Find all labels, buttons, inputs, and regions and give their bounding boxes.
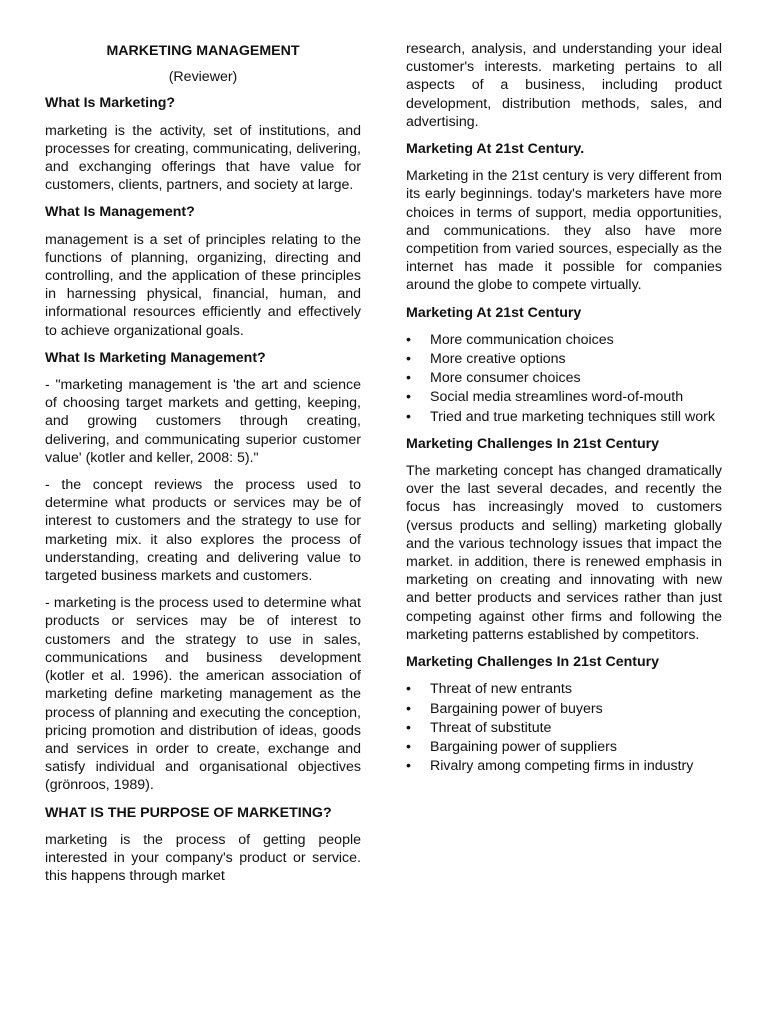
list-item: • More consumer choices — [406, 370, 581, 387]
list-item: • More creative options — [406, 351, 566, 368]
paragraph-purpose-continued: research, analysis, and understanding your ideal customer's interests. marketing pertains to all aspects of a business, including product development, distribution methods, sales, and advertising. — [406, 41, 722, 130]
paragraph-purpose-start: marketing is the process of getting people interested in your company's product or service. this happens through market — [45, 831, 361, 885]
paragraph-process-definition: - marketing is the process used to determine what products or services may be of interest to customers and the strategy to use in sales, communications and business development (kotler et al. 1996). the american association of marketing define marketing management as the process of planning and executing the conception, pricing promotion and distribution of ideas, goods and services in order to create, exchange and satisfy individual and organisational objectives (grönroos, 1989). — [45, 595, 361, 794]
paragraph-marketing-definition: marketing is the activity, set of institutions, and processes for creating, communicating, delivering, and exchanging offerings that have value for customers, clients, partners, and society at large. — [45, 122, 361, 194]
list-item: • Threat of new entrants — [406, 681, 572, 698]
list-item: • Bargaining power of suppliers — [406, 738, 617, 755]
bullet-icon: • — [406, 331, 411, 348]
heading-purpose-of-marketing: WHAT IS THE PURPOSE OF MARKETING? — [45, 804, 332, 821]
bullet-icon: • — [406, 719, 411, 736]
bullet-icon: • — [406, 351, 411, 368]
heading-marketing-21st-century-list: Marketing At 21st Century — [406, 304, 582, 321]
document-title: MARKETING MANAGEMENT — [106, 43, 300, 59]
list-21st-century-features — [406, 331, 722, 426]
heading-marketing-challenges-intro: Marketing Challenges In 21st Century — [406, 435, 660, 452]
list-item: • Threat of substitute — [406, 719, 552, 736]
right-column — [406, 40, 722, 784]
heading-what-is-marketing-management: What Is Marketing Management? — [45, 349, 266, 366]
heading-marketing-21st-century-intro: Marketing At 21st Century. — [406, 141, 585, 158]
document-subtitle: (Reviewer) — [168, 69, 238, 86]
bullet-icon: • — [406, 370, 411, 387]
paragraph-21st-century: Marketing in the 21st century is very different from its early beginnings. today's marketers have more choices in terms of support, media opportunities, and communications. they also have more competition from varied sources, especially as the internet has made it possible for companies around the globe to compete virtually. — [406, 168, 722, 294]
bullet-icon: • — [406, 700, 411, 717]
list-item: • Rivalry among competing firms in industry — [406, 758, 694, 775]
list-marketing-challenges — [406, 680, 722, 775]
bullet-icon: • — [406, 758, 411, 775]
left-column — [45, 40, 361, 894]
bullet-icon: • — [406, 408, 411, 425]
heading-what-is-marketing: What Is Marketing? — [45, 95, 176, 112]
list-item: • Bargaining power of buyers — [406, 700, 603, 717]
bullet-icon: • — [406, 389, 411, 406]
heading-what-is-management: What Is Management? — [45, 204, 195, 221]
list-item: • More communication choices — [406, 331, 614, 348]
bullet-icon: • — [406, 738, 411, 755]
paragraph-management-definition: management is a set of principles relating to the functions of planning, organizing, directing and controlling, and the application of these principles in harnessing physical, financial, human, and informational resources efficiently and effectively to achieve organizational goals. — [45, 231, 361, 339]
list-item: • Social media streamlines word-of-mouth — [406, 389, 684, 406]
list-item: • Tried and true marketing techniques still work — [406, 408, 715, 425]
heading-marketing-challenges-list: Marketing Challenges In 21st Century — [406, 654, 660, 671]
paragraph-kotler-keller-quote: - "marketing management is 'the art and science of choosing target markets and getting, keeping, and growing customers through creating, delivering, and communicating superior customer value' (kotler and keller, 2008: 5)." — [45, 377, 361, 466]
paragraph-marketing-challenges: The marketing concept has changed dramatically over the last several decades, and recently the focus has increasingly moved to customers (versus products and selling) marketing globally and the various technology issues that impact the market. in addition, there is renewed emphasis in marketing on creating and innovating with new and better products and services rather than just competing against other firms and following the marketing patterns established by competitors. — [406, 463, 722, 643]
bullet-icon: • — [406, 681, 411, 698]
paragraph-concept-reviews: - the concept reviews the process used to determine what products or services may be of interest to customers and the strategy to use for marketing mix. it also explores the process of understanding, creating and delivering value to targeted business markets and customers. — [45, 477, 361, 585]
